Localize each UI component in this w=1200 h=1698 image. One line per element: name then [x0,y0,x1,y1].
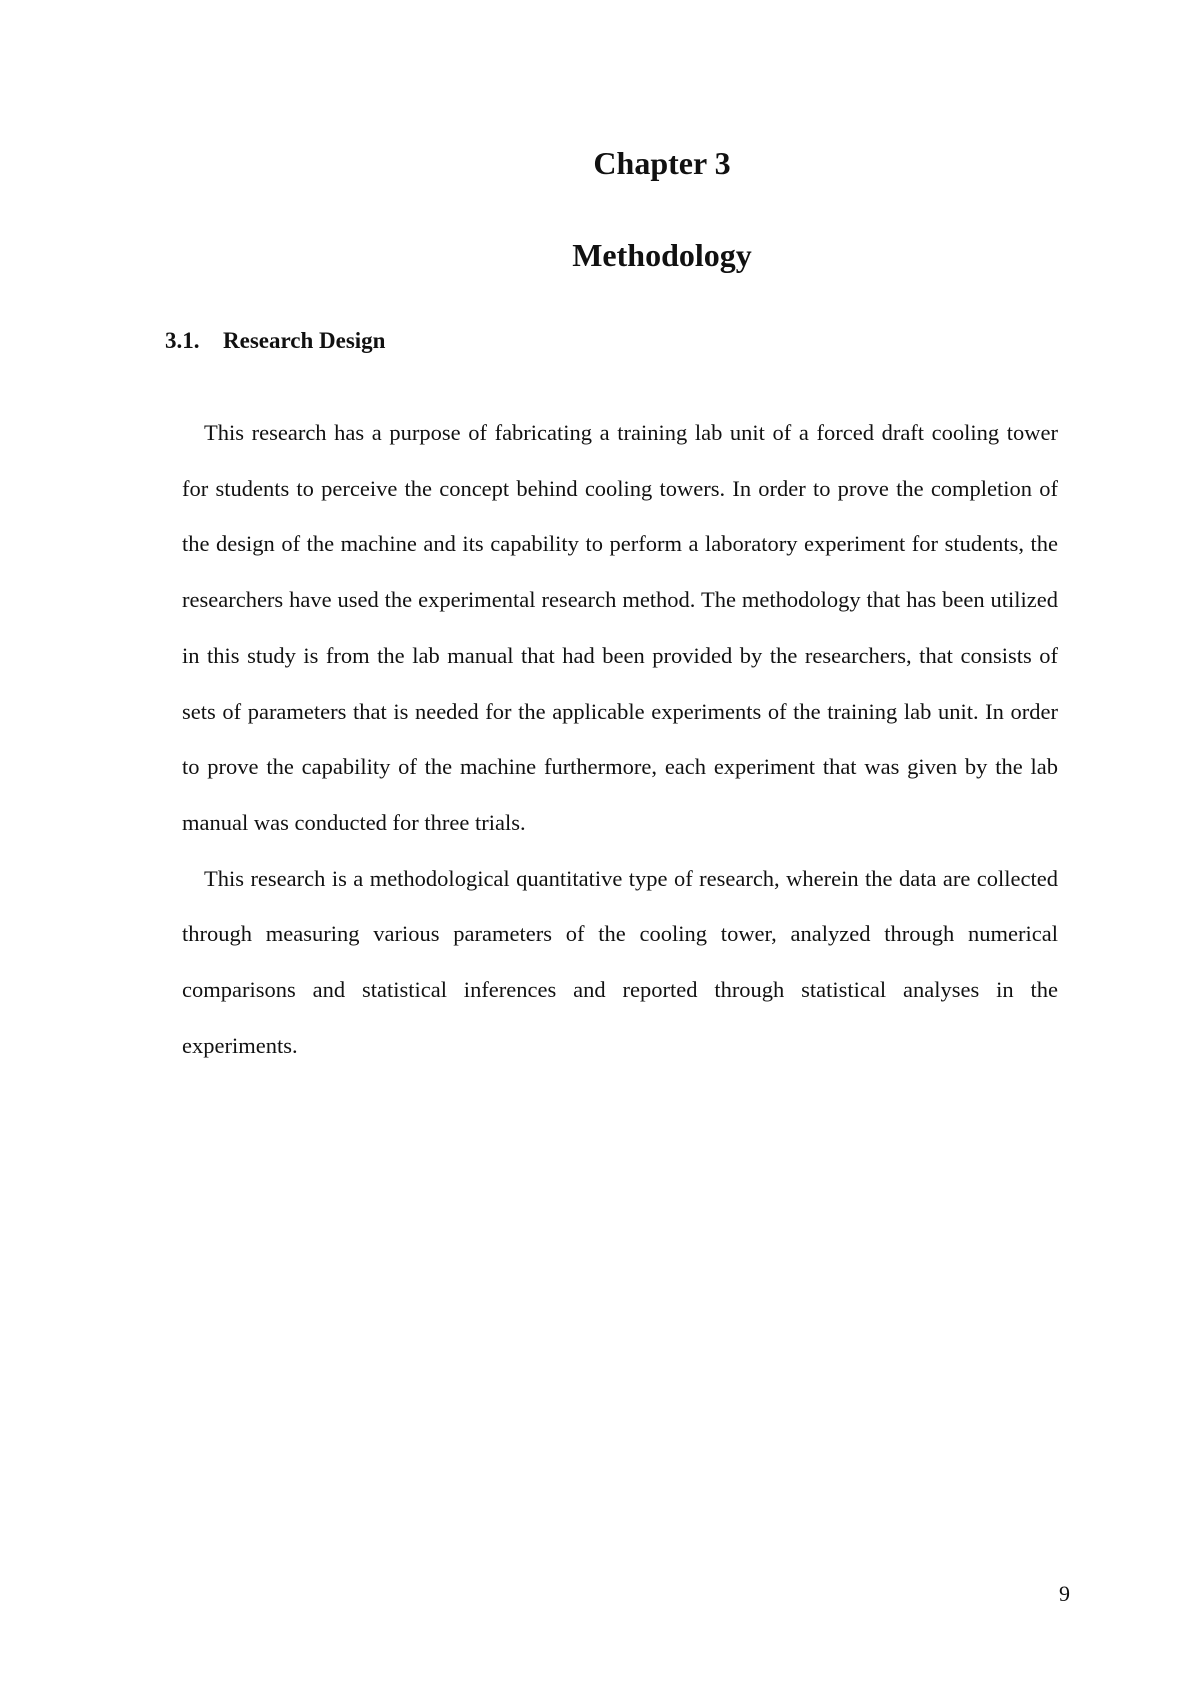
page-number: 9 [1059,1581,1070,1606]
section-heading [165,326,385,356]
chapter-title: Methodology [572,237,752,273]
paragraph-1: This research has a purpose of fabricating a training lab unit of a forced draft cooling tower for students to perceive the concept behind cooling towers. In order to prove the completion of the design of the machine and its capability to perform a laboratory experiment for students, the researchers have used the experimental research method. The methodology that has been utilized in this study is from the lab manual that had been provided by the researchers, that consists of sets of parameters that is needed for the applicable experiments of the training lab unit. In order to prove the capability of the machine furthermore, each experiment that was given by the lab manual was conducted for three trials. [182,420,1058,835]
chapter-label: Chapter 3 [593,145,731,181]
section-number: 3.1. [165,328,200,353]
paragraph-2: This research is a methodological quantitative type of research, wherein the data are collected through measuring various parameters of the cooling tower, analyzed through numerical comparisons and statistical inferences and reported through statistical analyses in the experiments. [182,865,1058,1058]
section-title: Research Design [223,328,386,353]
body-text [182,405,1058,1073]
